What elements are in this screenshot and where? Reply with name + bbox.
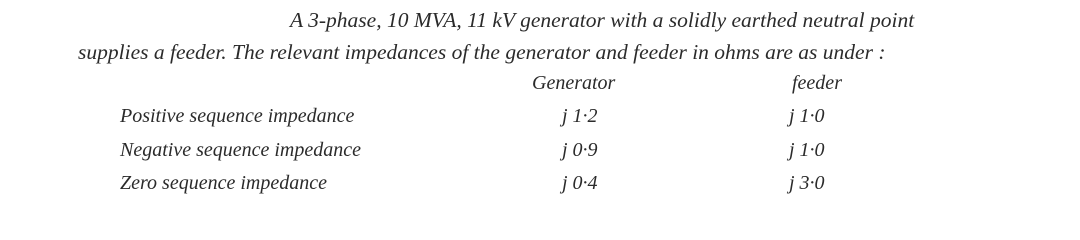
feeder-positive-sequence-value: j 1·0 <box>789 105 825 127</box>
column-header-feeder: feeder <box>792 72 842 94</box>
generator-zero-sequence-value: j 0·4 <box>562 172 598 194</box>
column-header-generator: Generator <box>532 72 616 94</box>
feeder-zero-sequence-value: j 3·0 <box>789 172 825 194</box>
row-label-negative-sequence: Negative sequence impedance <box>120 139 362 161</box>
generator-negative-sequence-value: j 0·9 <box>562 139 598 161</box>
feeder-negative-sequence-value: j 1·0 <box>789 139 825 161</box>
problem-line-1: A 3-phase, 10 MVA, 11 kV generator with a solidly earthed neutral point <box>290 8 915 32</box>
redaction-smudge <box>112 4 280 36</box>
generator-positive-sequence-value: j 1·2 <box>562 105 598 127</box>
row-label-positive-sequence: Positive sequence impedance <box>120 105 355 127</box>
problem-line-2: supplies a feeder. The relevant impedances of the generator and feeder in ohms are as under : <box>78 40 886 64</box>
row-label-zero-sequence: Zero sequence impedance <box>120 172 327 194</box>
